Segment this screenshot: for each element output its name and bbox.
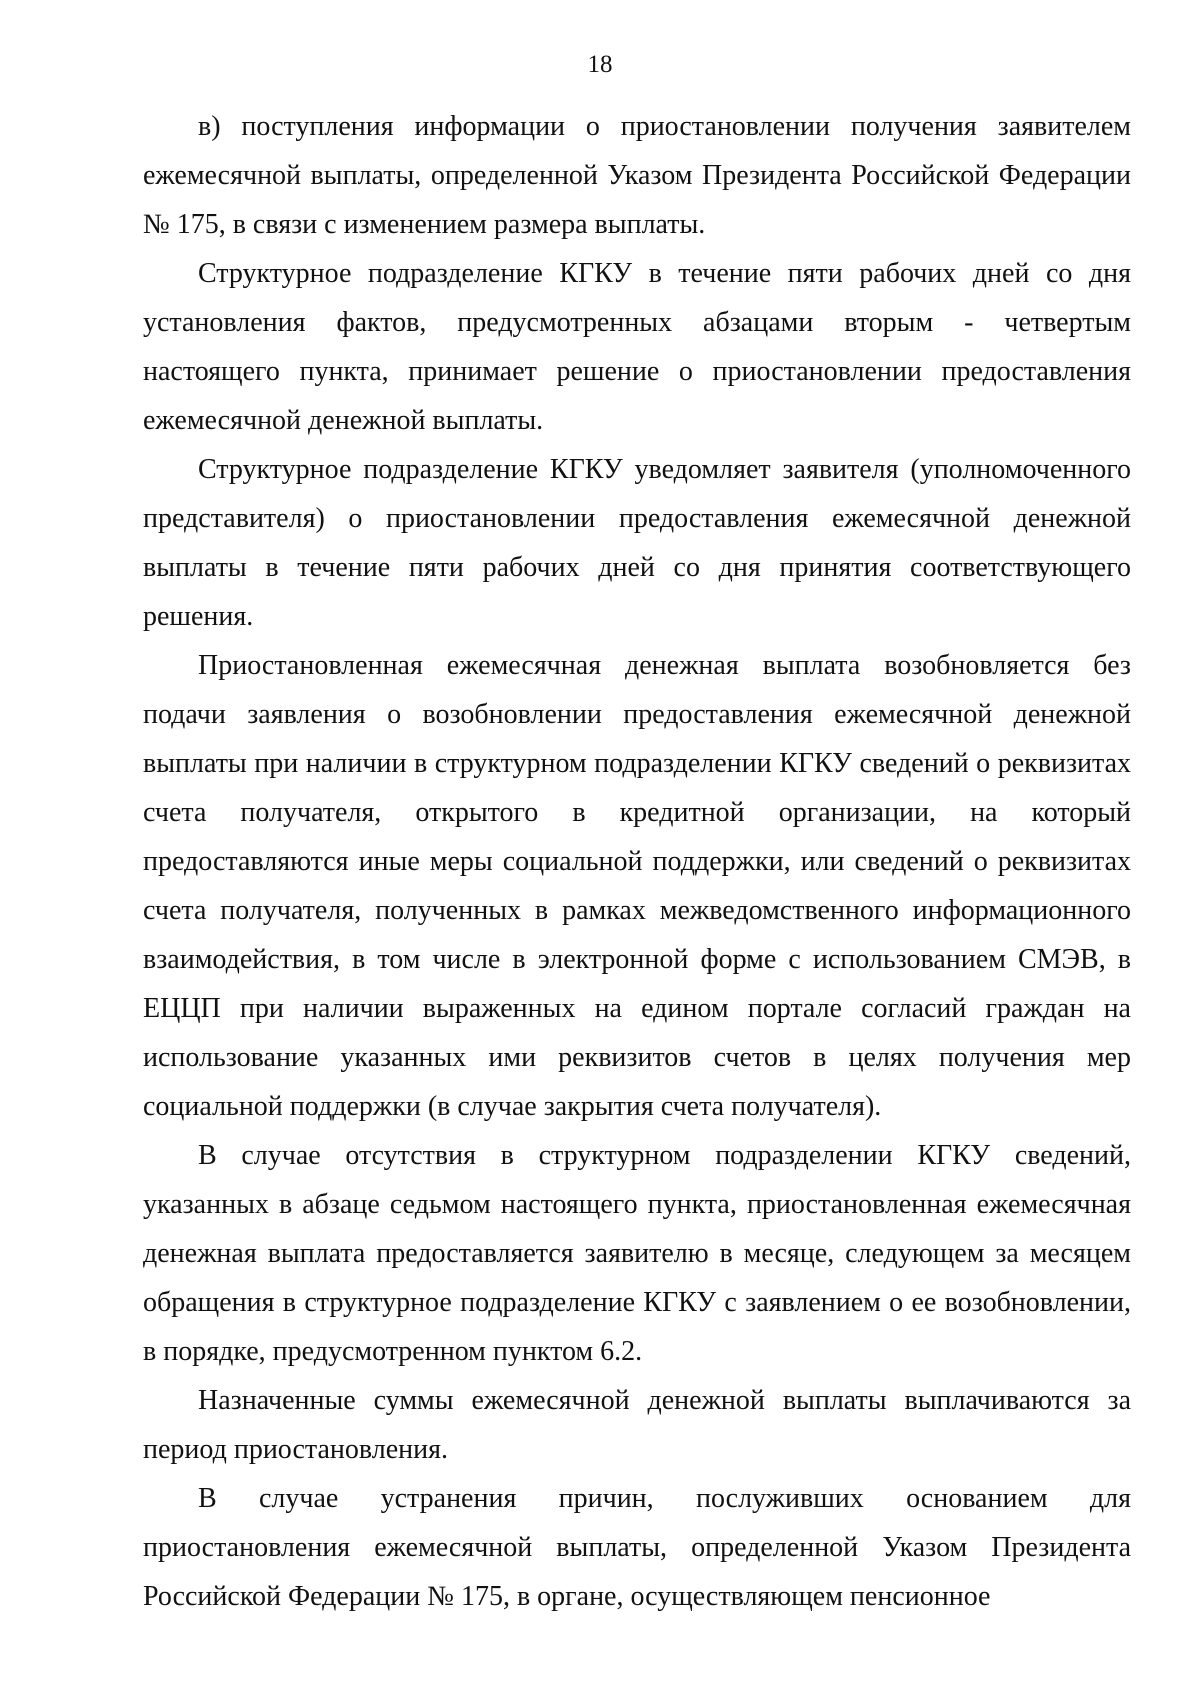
- paragraph: В случае устранения причин, послуживших основанием для приостановления ежемесячной выплаты, определенной Указом Президента Российской Федерации № 175, в органе, осуществляющем пенсионное: [143, 1483, 1131, 1612]
- paragraph: в) поступления информации о приостановлении получения заявителем ежемесячной выплаты, определенной Указом Президента Российской Федерации № 175, в связи с изменением размера выплаты.: [143, 111, 1131, 240]
- paragraph: В случае отсутствия в структурном подразделении КГКУ сведений, указанных в абзаце седьмом настоящего пункта, приостановленная ежемесячная денежная выплата предоставляется заявителю в месяце, следующем за месяцем обращения в структурное подразделение КГКУ с заявлением о ее возобновлении, в порядке, предусмотренном пунктом 6.2.: [143, 1140, 1131, 1367]
- paragraph: Назначенные суммы ежемесячной денежной выплаты выплачиваются за период приостановления.: [143, 1385, 1131, 1465]
- paragraph: Структурное подразделение КГКУ в течение пяти рабочих дней со дня установления фактов, предусмотренных абзацами вторым - четвертым настоящего пункта, принимает решение о приостановлении предоставления ежемесячной денежной выплаты.: [143, 258, 1131, 436]
- document-body: [143, 102, 1131, 1621]
- page-number: 18: [587, 51, 613, 78]
- paragraph: Приостановленная ежемесячная денежная выплата возобновляется без подачи заявления о возобновлении предоставления ежемесячной денежной выплаты при наличии в структурном подразделении КГКУ сведений о реквизитах счета получателя, открытого в кредитной организации, на который предоставляются иные меры социальной поддержки, или сведений о реквизитах счета получателя, полученных в рамках межведомственного информационного взаимодействия, в том числе в электронной форме с использованием СМЭВ, в ЕЦЦП при наличии выраженных на едином портале согласий граждан на использование указанных ими реквизитов счетов в целях получения мер социальной поддержки (в случае закрытия счета получателя).: [143, 650, 1131, 1122]
- paragraph: Структурное подразделение КГКУ уведомляет заявителя (уполномоченного представителя) о приостановлении предоставления ежемесячной денежной выплаты в течение пяти рабочих дней со дня принятия соответствующего решения.: [143, 454, 1131, 632]
